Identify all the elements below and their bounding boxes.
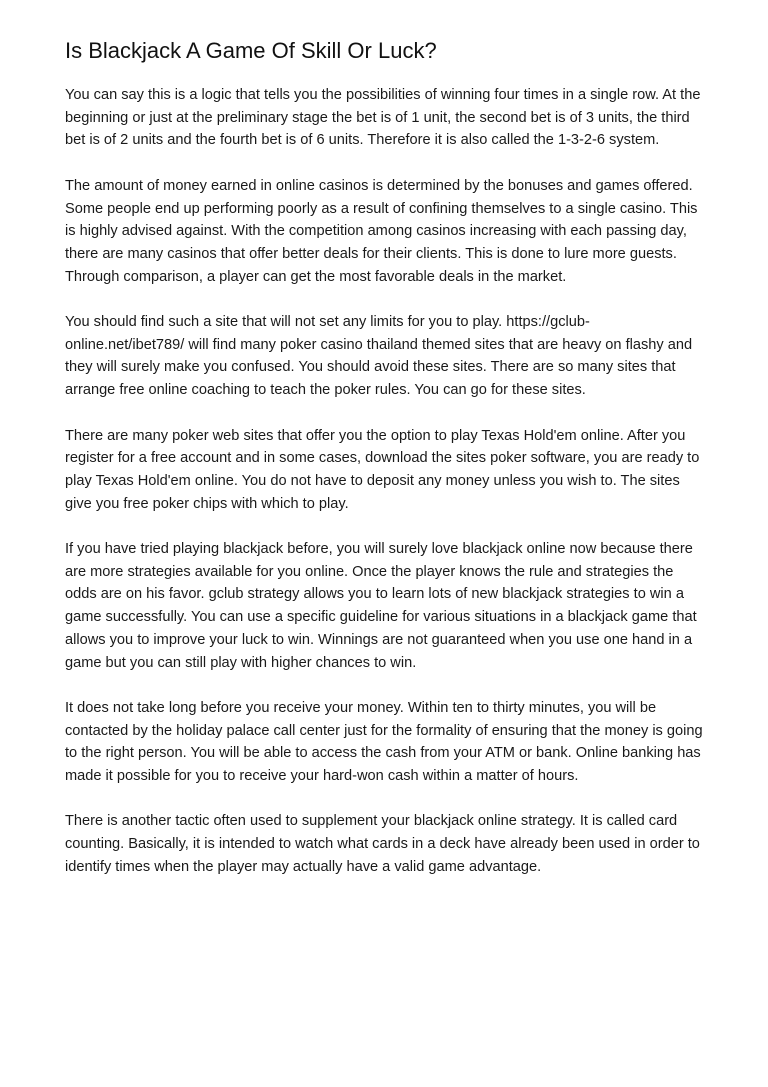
page-title: Is Blackjack A Game Of Skill Or Luck? bbox=[65, 38, 437, 63]
paragraph-2: The amount of money earned in online casinos is determined by the bonuses and games offered. Some people end up performing poorly as a result of confining themselves to a single casino. This is highly advised against. With the competition among casinos increasing with each passing day, there are many casinos that offer better deals for their clients. This is done to lure more guests. Through comparison, a player can get the most favorable deals in the market. bbox=[65, 177, 698, 285]
paragraph-3: You should find such a site that will not set any limits for you to play. https://gclub-online.net/ibet789/ will find many poker casino thailand themed sites that are heavy on flashy and they will surely make you confused. You should avoid these sites. There are so many sites that arrange free online coaching to teach the poker rules. You can go for these sites. bbox=[65, 314, 693, 399]
paragraph-5: If you have tried playing blackjack before, you will surely love blackjack online now because there are more strategies available for you online. Once the player knows the rule and strategies the odds are on his favor. gclub strategy allows you to learn lots of new blackjack strategies to win a game successfully. You can use a specific guideline for various situations in a blackjack game that allows you to improve your luck to win. Winnings are not guaranteed when you use one hand in a game but you can still play with higher chances to win. bbox=[65, 541, 697, 671]
paragraph-6: It does not take long before you receive your money. Within ten to thirty minutes, you will be contacted by the holiday palace call center just for the formality of ensuring that the money is going to the right person. You will be able to access the cash from your ATM or bank. Online banking has made it possible for you to receive your hard-won cash within a matter of hours. bbox=[65, 699, 703, 785]
document-page bbox=[65, 38, 705, 901]
paragraph-7: There is another tactic often used to supplement your blackjack online strategy. It is called card counting. Basically, it is intended to watch what cards in a deck have already been used in order to identify times when the player may actually have a valid game advantage. bbox=[65, 813, 700, 875]
paragraph-4: There are many poker web sites that offer you the option to play Texas Hold'em online. After you register for a free account and in some cases, download the sites poker software, you are ready to play Texas Hold'em online. You do not have to deposit any money unless you wish to. The sites give you free poker chips with which to play. bbox=[65, 427, 700, 512]
paragraph-1: You can say this is a logic that tells you the possibilities of winning four times in a single row. At the beginning or just at the preliminary stage the bet is of 1 unit, the second bet is of 3 units, the third bet is of 2 units and the fourth bet is of 6 units. Therefore it is also called the 1-3-2-6 system. bbox=[65, 87, 701, 149]
